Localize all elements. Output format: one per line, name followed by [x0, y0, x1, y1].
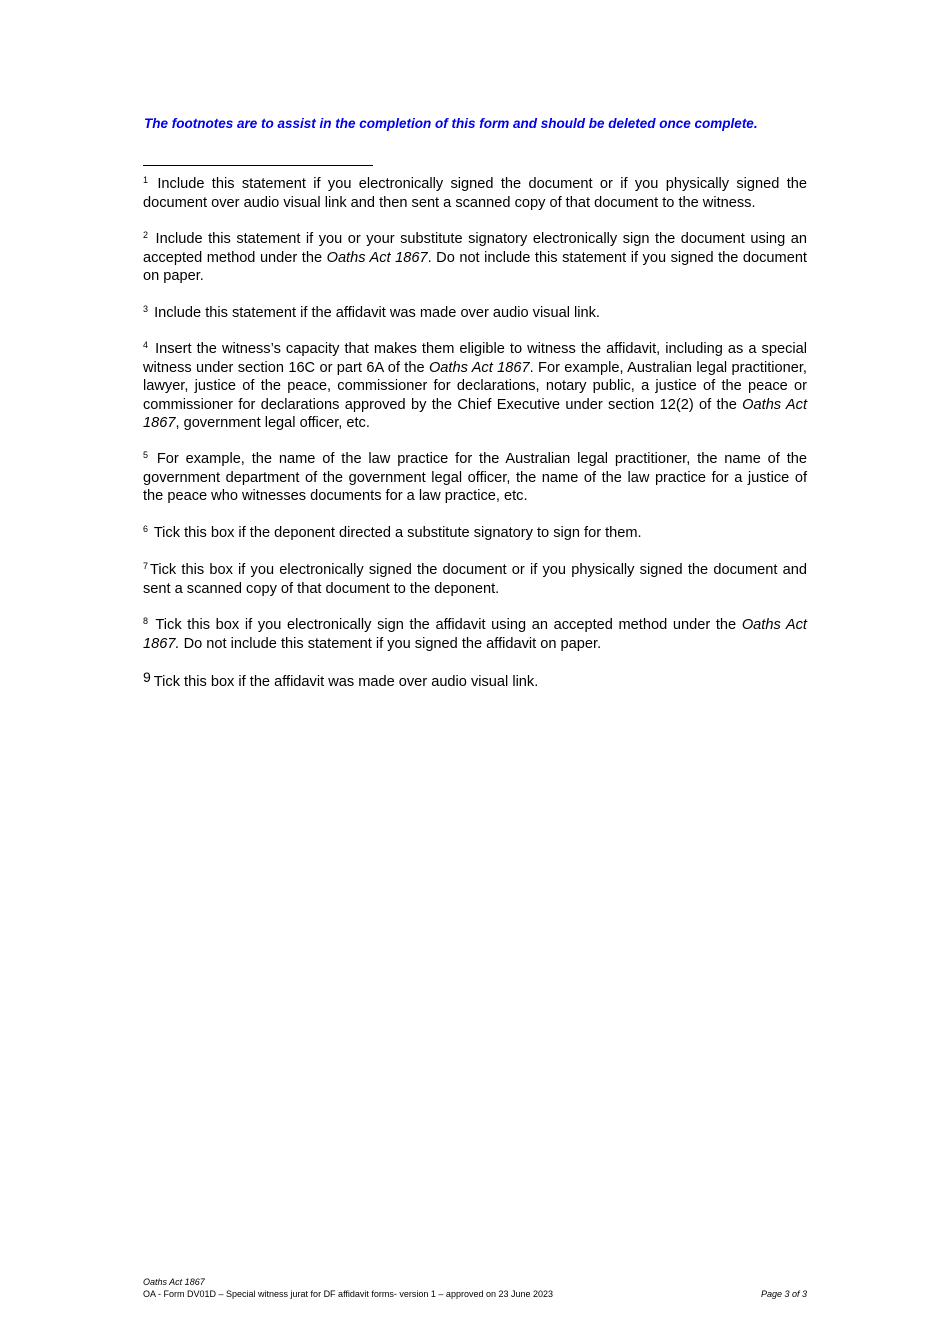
footnote-instruction: The footnotes are to assist in the completion of this form and should be deleted once complete.	[144, 116, 758, 131]
footnote-9	[143, 669, 807, 692]
footnote-marker: 6	[143, 524, 149, 534]
footnote-text: Insert the witness’s capacity that makes them eligible to witness the affidavit, including as a special witness under section 16C or part 6A of the	[143, 341, 807, 376]
page-footer	[143, 1277, 807, 1300]
footnote-text: . Do not include this statement if you signed the document on paper.	[143, 249, 807, 284]
footnote-marker: 3	[143, 304, 149, 314]
footnote-text: Include this statement if you electronically signed the document or if you physically signed the document over audio visual link and then sent a scanned copy of that document to the witness.	[143, 176, 807, 211]
footnote-text: Tick this box if the affidavit was made over audio visual link.	[153, 674, 539, 690]
footnote-text: Tick this box if the deponent directed a substitute signatory to sign for them.	[153, 525, 642, 541]
footnote-text: Include this statement if you or your substitute signatory electronically sign the document using an accepted method under the	[143, 231, 807, 266]
footnote-text: . For example, Australian legal practitioner, lawyer, justice of the peace, commissioner for declarations, notary public, a justice of the peace or commissioner for declarations approved by the Chief Executive under section 12(2) of the	[143, 359, 807, 413]
footnote-text: Do not include this statement if you signed the affidavit on paper.	[179, 635, 602, 652]
act-citation: Oaths Act 1867	[326, 249, 428, 266]
footnote-marker: 5	[143, 450, 149, 460]
footnote-marker: 8	[143, 616, 149, 626]
act-citation: Oaths Act 1867.	[143, 617, 807, 652]
footnote-marker: 2	[143, 230, 149, 240]
footer-act-title: Oaths Act 1867	[143, 1277, 205, 1287]
footnote-text: Include this statement if the affidavit was made over audio visual link.	[154, 305, 600, 321]
footnote-marker: 1	[143, 175, 149, 185]
footnote-8	[143, 616, 807, 653]
footnote-marker: 4	[143, 340, 149, 350]
act-citation: Oaths Act 1867	[143, 396, 807, 431]
act-citation: Oaths Act 1867	[428, 359, 530, 376]
footnote-7	[143, 561, 807, 598]
footnote-5	[143, 450, 807, 506]
footnote-text: Tick this box if you electronically sign the affidavit using an accepted method under the	[155, 617, 742, 633]
footnote-4	[143, 340, 807, 433]
footnote-text: Tick this box if you electronically signed the document or if you physically signed the document and sent a scanned copy of that document to the deponent.	[143, 562, 807, 597]
footnote-3	[143, 304, 807, 323]
footnote-6	[143, 524, 807, 543]
footnote-marker: 7	[143, 561, 149, 571]
footnote-separator	[143, 165, 373, 166]
footnote-1	[143, 175, 807, 212]
footer-form-reference: OA - Form DV01D – Special witness jurat for DF affidavit forms- version 1 – approved on 23 June 2023	[143, 1288, 554, 1299]
footnote-marker: 9	[143, 669, 151, 685]
footnote-text: , government legal officer, etc.	[175, 415, 370, 431]
footnote-2	[143, 230, 807, 286]
footnote-text: For example, the name of the law practice for the Australian legal practitioner, the name of the government department of the government legal officer, the name of the law practice for a justice of the peace who witnesses documents for a law practice, etc.	[143, 451, 807, 504]
page-number: Page 3 of 3	[760, 1288, 807, 1299]
